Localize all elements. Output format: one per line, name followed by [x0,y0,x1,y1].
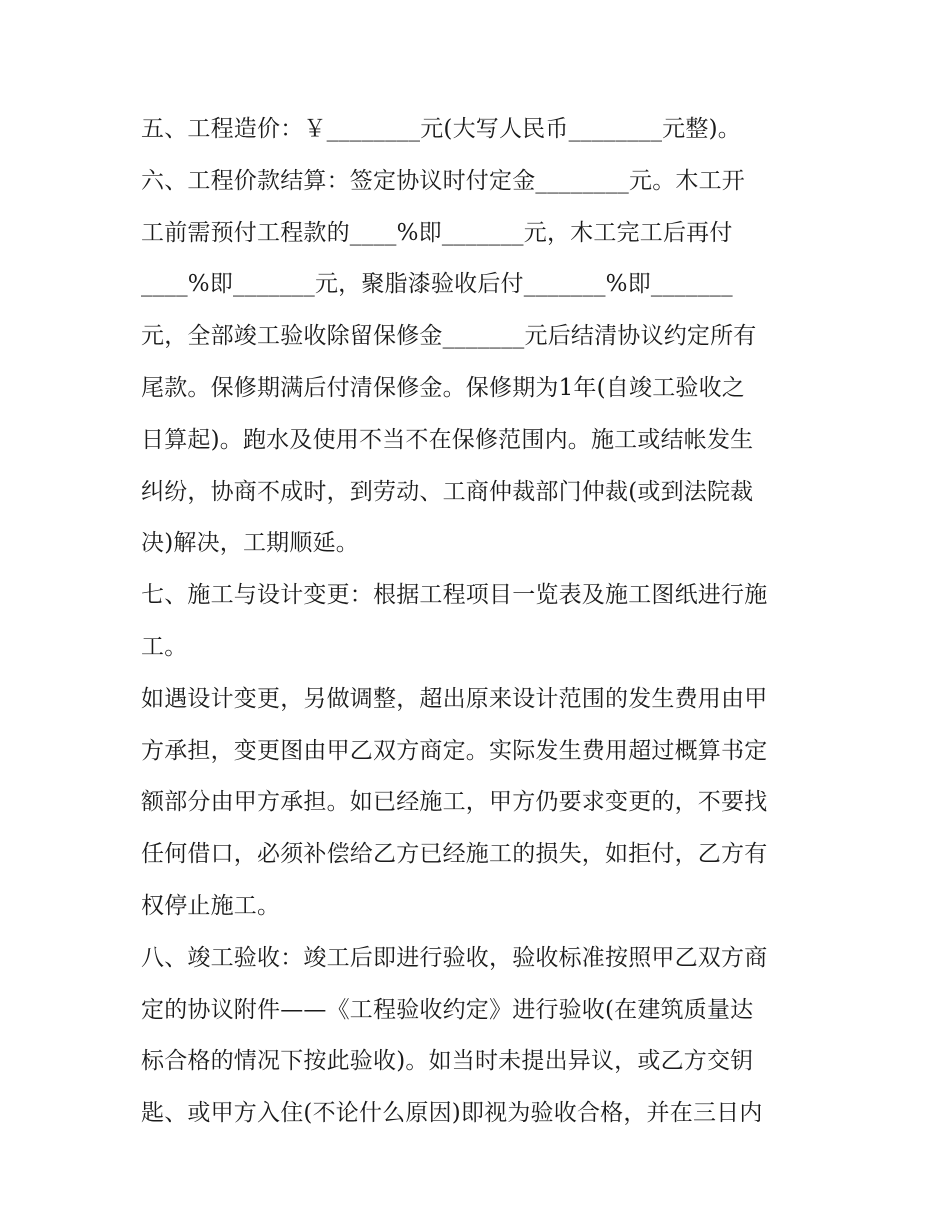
text-line: 匙、或甲方入住(不论什么原因)即视为验收合格，并在三日内 [141,1100,763,1127]
text-line: 纠纷，协商不成时，到劳动、工商仲裁部门仲裁(或到法院裁 [141,478,754,505]
text-line: ____%即_______元，聚脂漆验收后付_______%即_______ [141,271,733,298]
text-line: 尾款。保修期满后付清保修金。保修期为1年(自竣工验收之 [141,374,746,401]
text-line: 决)解决，工期顺延。 [141,530,359,557]
text-line: 任何借口，必须补偿给乙方已经施工的损失，如拒付，乙方有 [141,841,768,868]
text-line: 六、工程价款结算：签定协议时付定金________元。木工开 [141,167,745,194]
text-line: 工。 [141,633,188,660]
text-line: 标合格的情况下按此验收)。如当时未提出异议，或乙方交钥 [141,1048,754,1075]
text-line: 工前需预付工程款的____%即_______元，木工完工后再付 [141,219,733,246]
text-line: 额部分由甲方承担。如已经施工，甲方仍要求变更的，不要找 [141,789,768,816]
contract-text [141,104,821,1140]
text-line: 七、施工与设计变更：根据工程项目一览表及施工图纸进行施 [141,582,768,609]
text-line: 定的协议附件——《工程验收约定》进行验收(在建筑质量达 [141,996,754,1023]
text-line: 方承担，变更图由甲乙双方商定。实际发生费用超过概算书定 [141,737,768,764]
text-line: 八、竣工验收：竣工后即进行验收，验收标准按照甲乙双方商 [141,944,768,971]
text-line: 元，全部竣工验收除留保修金_______元后结清协议约定所有 [141,323,757,350]
text-line: 日算起)。跑水及使用不当不在保修范围内。施工或结帐发生 [141,426,754,453]
text-line: 权停止施工。 [141,892,281,919]
text-line: 如遇设计变更，另做调整，超出原来设计范围的发生费用由甲 [141,685,768,712]
text-line: 五、工程造价：￥________元(大写人民币________元整)。 [141,116,741,142]
